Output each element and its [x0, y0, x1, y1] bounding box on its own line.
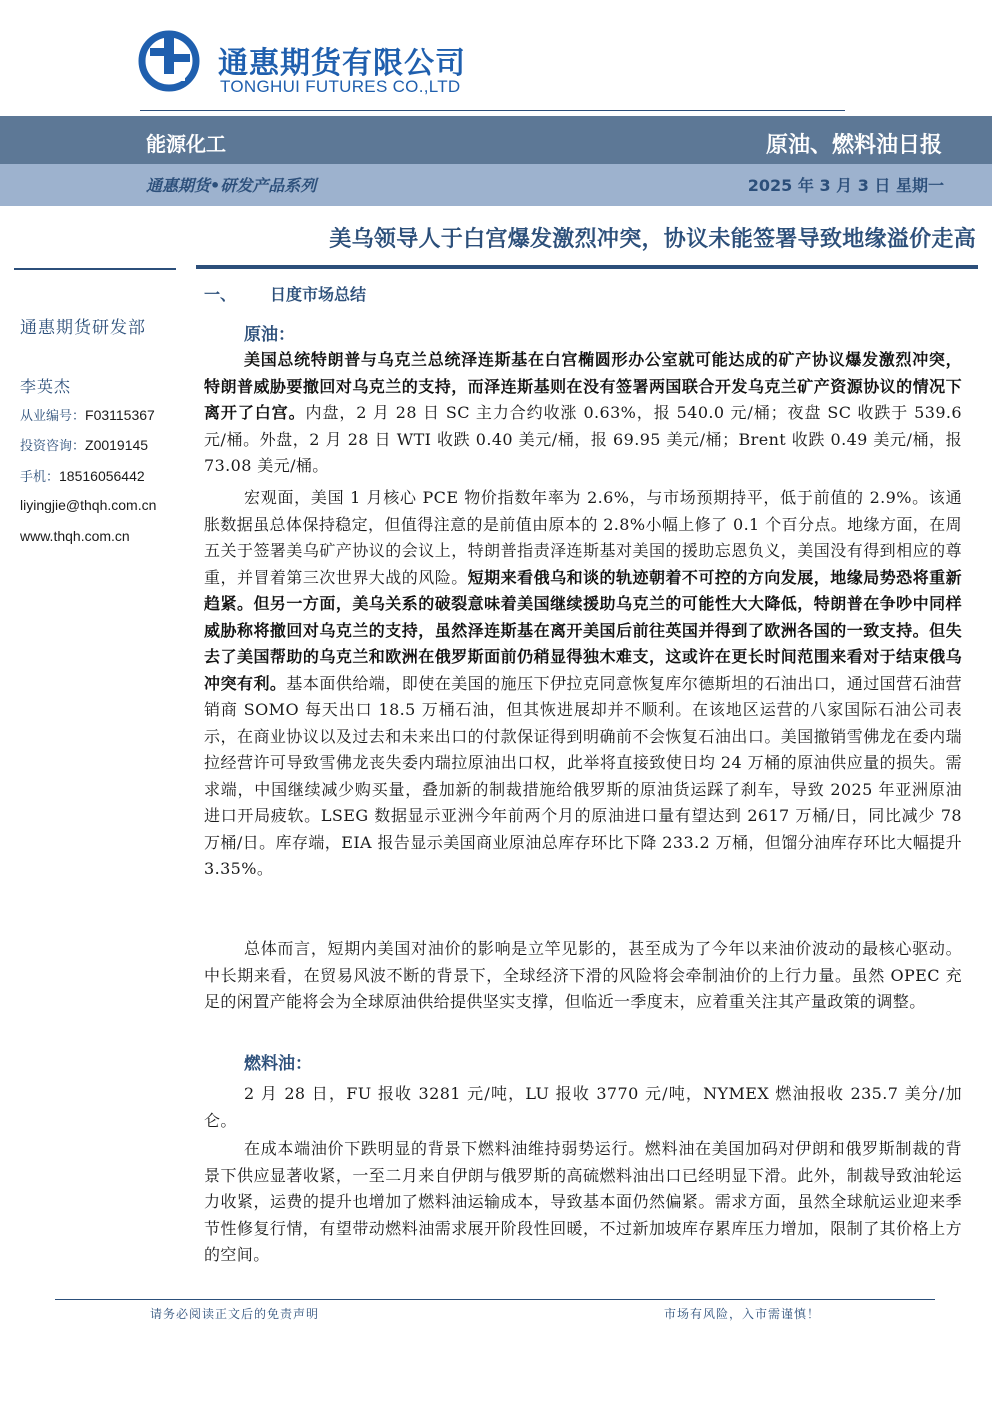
website-value[interactable]: www.thqh.com.cn — [20, 528, 130, 544]
consulting-value: Z0019145 — [85, 437, 149, 453]
section-number: 一、 — [204, 285, 237, 304]
banner-top — [0, 116, 992, 164]
consulting-label: 投资咨询： — [20, 439, 86, 454]
email-value[interactable]: liyingjie@thqh.com.cn — [20, 497, 157, 513]
analyst-name: 李英杰 — [20, 377, 72, 396]
footer-risk-warning: 市场有风险，入市需谨慎！ — [663, 1307, 820, 1321]
footer-divider — [55, 1299, 935, 1300]
report-title: 原油、燃料油日报 — [765, 133, 942, 158]
report-category: 能源化工 — [146, 132, 226, 156]
section-heading — [204, 282, 366, 305]
crude-heading: 原油： — [244, 325, 295, 345]
crude-paragraph-1 — [204, 347, 962, 480]
crude-paragraph-2 — [204, 485, 962, 883]
fuel-heading: 燃料油： — [244, 1054, 312, 1074]
crude-p1-text: 内盘，2 月 28 日 SC 主力合约收涨 0.63%，报 540.0 元/桶；夜盘 SC 收跌于 539.6 元/桶。外盘，2 月 28 日 WTI 收跌 0.40 美元/桶，报 69.95 美元/桶；Brent 收跌 0.49 美元/桶，报 73.08 美元/桶。 — [204, 403, 962, 475]
crude-p2-text-a: 宏观面，美国 1 月核心 PCE 物价指数年率为 2.6%，与市场预期持平，低于前值的 2.9%。该通胀数据虽总体保持稳定，但值得注意的是前值由原本的 2.8%小幅上修了 0.1 个百分点。地缘方面，在周五关于签署美乌矿产协议的会议上，特朗普指责泽连斯基对美国的援助忘恩负义，美国没有得到相应的尊重，并冒着第三次世界大战的风险。 — [204, 488, 962, 587]
report-series: 通惠期货•研发产品系列 — [146, 176, 317, 195]
page-title: 美乌领导人于白宫爆发激烈冲突，协议未能签署导致地缘溢价走高 — [329, 227, 976, 252]
research-department: 通惠期货研发部 — [20, 318, 146, 338]
phone-value: 18516056442 — [59, 468, 145, 484]
crude-paragraph-3: 总体而言，短期内美国对油价的影响是立竿见影的，甚至成为了今年以来油价波动的最核心驱动。中长期来看，在贸易风波不断的背景下，全球经济下滑的风险将会牵制油价的上行力量。虽然 OPEC 充足的闲置产能将会为全球原油供给提供坚实支撑，但临近一季度末，应着重关注其产量政策的调整。 — [204, 939, 962, 1011]
crude-p2-text-b: 基本面供给端，即使在美国的施压下伊拉克同意恢复库尔德斯坦的石油出口，通过国营石油营销商 SOMO 每天出口 18.5 万桶石油，但其恢进展却并不顺利。在该地区运营的八家国际石油公司表示，在商业协议以及过去和未来出口的付款保证得到明确前不会恢复石油出口。美国撤销雪佛龙在委内瑞拉经营许可导致雪佛龙丧失委内瑞拉原油出口权，此举将直接致使日均 24 万桶的原油供应量的损失。需求端，中国继续减少购买量，叠加新的制裁措施给俄罗斯的原油货运踩了刹车，导致 2025 年亚洲原油进口开局疲软。LSEG 数据显示亚洲今年前两个月的原油进口量有望达到 2617 万桶/日，同比减少 78 万桶/日。库存端，EIA 报告显示美国商业原油总库存环比下降 233.2 万桶，但馏分油库存环比大幅提升 3.35%。 — [204, 673, 962, 878]
crude-p2-bold: 短期来看俄乌和谈的轨迹朝着不可控的方向发展，地缘局势恐将重新趋紧。但另一方面，美乌关系的破裂意味着美国继续援助乌克兰的可能性大大降低，特朗普在争吵中同样威胁称将撤回对乌克兰的支持，虽然泽连斯基在离开美国后前往英国并得到了欧洲各国的一致支持。但失去了美国帮助的乌克兰和欧洲在俄罗斯面前仍稍显得独木难支，这或许在更长时间范围来看对于结束俄乌冲突有利。 — [204, 567, 962, 693]
license-value: F03115367 — [85, 407, 155, 423]
crude-p1-bold: 美国总统特朗普与乌克兰总统泽连斯基在白宫椭圆形办公室就可能达成的矿产协议爆发激烈冲突，特朗普威胁要撤回对乌克兰的支持，而泽连斯基则在没有签署两国联合开发乌克兰矿产资源协议的情况下离开了白宫。 — [204, 350, 962, 422]
fuel-paragraph-1: 2 月 28 日，FU 报收 3281 元/吨，LU 报收 3770 元/吨，NYMEX 燃油报收 235.7 美分/加仑。 — [204, 1084, 962, 1130]
phone-label: 手机： — [20, 470, 60, 485]
banner-bottom — [0, 164, 992, 206]
sidebar-divider — [14, 268, 176, 270]
headline-divider — [196, 265, 978, 269]
header-divider — [140, 110, 845, 111]
footer-disclaimer: 请务必阅读正文后的免责声明 — [150, 1307, 320, 1321]
company-name-cn: 通惠期货有限公司 — [218, 46, 466, 81]
consulting-number — [20, 435, 148, 454]
tonghui-logo-icon — [138, 30, 200, 92]
fuel-paragraph-2: 在成本端油价下跌明显的背景下燃料油维持弱势运行。燃料油在美国加码对伊朗和俄罗斯制裁的背景下供应显著收紧，一至二月来自伊朗与俄罗斯的高硫燃料油出口已经明显下滑。此外，制裁导致油轮运力收紧，运费的提升也增加了燃料油运输成本，导致基本面仍然偏紧。需求方面，虽然全球航运业迎来季节性修复行情，有望带动燃料油需求展开阶段性回暖，不过新加坡库存累库压力增加，限制了其价格上方的空间。 — [204, 1139, 962, 1264]
company-name-en: TONGHUI FUTURES CO.,LTD — [220, 77, 461, 96]
website-link[interactable] — [20, 528, 130, 545]
license-number — [20, 405, 155, 424]
report-date: 2025 年 3 月 3 日 星期一 — [747, 176, 944, 195]
section-title: 日度市场总结 — [270, 285, 367, 304]
license-label: 从业编号： — [20, 409, 86, 424]
phone — [20, 466, 145, 485]
email-link[interactable] — [20, 497, 156, 514]
